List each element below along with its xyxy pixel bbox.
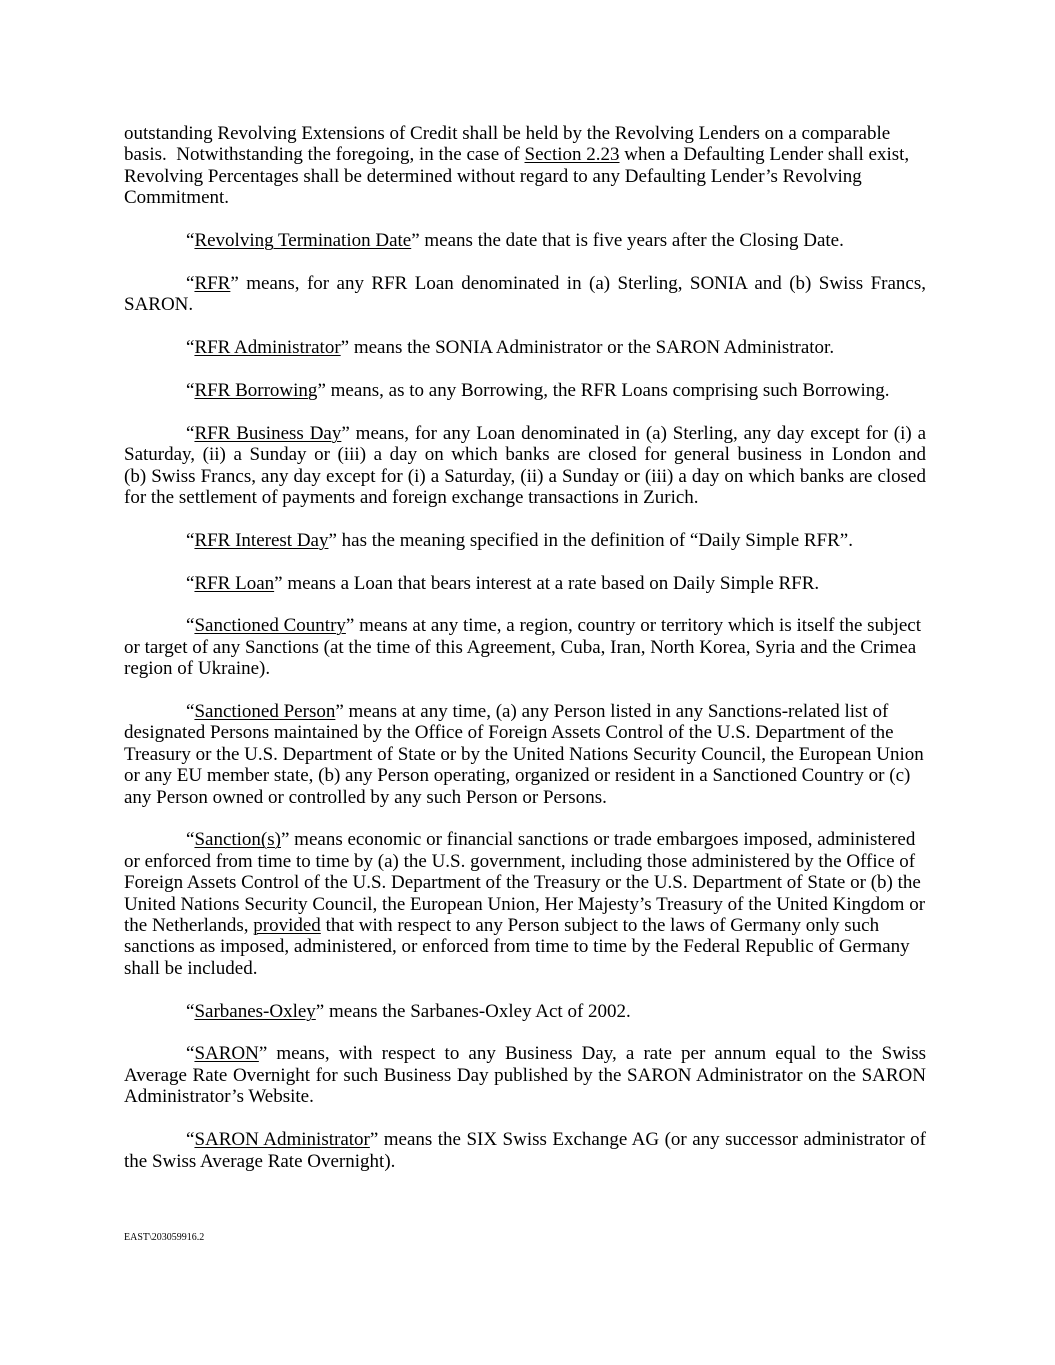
text-line — [124, 765, 926, 786]
text-run: (b) Swiss Francs, any day except for (i) a Saturday, (ii) a Sunday or (iii) a day on which banks are closed — [124, 465, 926, 487]
text-run: “ — [186, 615, 195, 637]
continued-paragraph — [124, 123, 926, 209]
text-run: Saturday, (ii) a Sunday or (iii) a day on which banks are closed for general business in London and — [124, 444, 926, 466]
text-run: for the settlement of payments and foreign exchange transactions in Zurich. — [124, 486, 699, 508]
text-line — [124, 423, 926, 444]
text-run: Treasury or the U.S. Department of State or by the United Nations Security Council, the European Union — [124, 743, 924, 765]
text-run: outstanding Revolving Extensions of Credit shall be held by the Revolving Lenders on a comparable — [124, 123, 891, 144]
text-run: Revolving Percentages shall be determined without regard to any Defaulting Lender’s Revolving — [124, 165, 862, 187]
text-run: the Netherlands, — [124, 915, 254, 937]
text-line — [124, 1043, 926, 1064]
text-run: ” means economic or financial sanctions or trade embargoes imposed, administered — [280, 829, 916, 851]
defined-term: Sanctioned Person — [194, 700, 336, 722]
text-run: ” means at any time, (a) any Person listed in any Sanctions-related list of — [335, 700, 889, 722]
text-line — [124, 144, 926, 165]
defined-term: Sanctioned Country — [194, 615, 346, 637]
text-run: “ — [186, 230, 195, 252]
text-run: Commitment. — [124, 187, 230, 209]
text-run: ” means, for any Loan denominated in (a) Sterling, any day except for (i) a — [341, 422, 927, 444]
text-run: Foreign Assets Control of the U.S. Department of the Treasury or the U.S. Department of State or (b) the — [124, 872, 921, 894]
text-run: any Person owned or controlled by any such Person or Persons. — [124, 786, 607, 808]
text-line — [124, 744, 926, 765]
text-run: ” means the Sarbanes-Oxley Act of 2002. — [315, 1000, 631, 1022]
text-run: ” means the SIX Swiss Exchange AG (or any successor administrator of — [369, 1129, 926, 1151]
text-run: “ — [186, 272, 195, 294]
text-run: ” means, with respect to any Business Day, a rate per annum equal to the Swiss — [258, 1043, 926, 1065]
text-run: “ — [186, 337, 195, 359]
text-line — [124, 637, 926, 658]
text-line — [124, 701, 926, 722]
text-line — [124, 123, 926, 144]
text-run: United Nations Security Council, the European Union, Her Majesty’s Treasury of the United Kingdom or — [124, 893, 926, 915]
text-line — [124, 380, 926, 401]
text-line — [124, 187, 926, 208]
definition-sanctioned-country — [124, 615, 926, 679]
text-run: “ — [186, 829, 195, 851]
text-run: ” has the meaning specified in the definition of “Daily Simple RFR”. — [328, 529, 853, 551]
text-line — [124, 829, 926, 850]
text-run: ” means the date that is five years after the Closing Date. — [411, 230, 844, 252]
text-line — [124, 787, 926, 808]
text-run: “ — [186, 700, 195, 722]
text-line — [124, 615, 926, 636]
text-line — [124, 1129, 926, 1150]
text-run: or target of any Sanctions (at the time of this Agreement, Cuba, Iran, North Korea, Syria and the Crimea — [124, 636, 917, 658]
text-line — [124, 1001, 926, 1022]
text-run: region of Ukraine). — [124, 658, 271, 680]
text-line — [124, 851, 926, 872]
document-id-footer: EAST\203059916.2 — [124, 1232, 205, 1243]
text-line — [124, 573, 926, 594]
text-line — [124, 337, 926, 358]
definition-rfr-business-day — [124, 423, 926, 509]
definition-revolving-termination-date — [124, 230, 926, 251]
text-run: “ — [186, 529, 195, 551]
text-line — [124, 466, 926, 487]
text-line — [124, 722, 926, 743]
text-line — [124, 1065, 926, 1086]
proviso-term: provided — [253, 915, 321, 937]
defined-term: RFR Business Day — [194, 422, 342, 444]
definition-sarbanes-oxley — [124, 1001, 926, 1022]
definition-saron — [124, 1043, 926, 1107]
text-run: SARON. — [124, 294, 194, 316]
text-run: basis. Notwithstanding the foregoing, in the case of — [124, 144, 525, 166]
text-line — [124, 487, 926, 508]
document-body — [124, 123, 926, 1193]
text-line — [124, 444, 926, 465]
defined-term: Revolving Termination Date — [194, 230, 412, 252]
text-line — [124, 166, 926, 187]
defined-term: RFR Loan — [194, 572, 275, 594]
definition-sanctioned-person — [124, 701, 926, 808]
text-run: the Swiss Average Rate Overnight). — [124, 1150, 396, 1172]
text-run: Administrator’s Website. — [124, 1086, 314, 1108]
definition-rfr-loan — [124, 573, 926, 594]
text-run: Average Rate Overnight for such Business Day published by the SARON Administrator on the SARON — [124, 1064, 926, 1086]
text-run: designated Persons maintained by the Office of Foreign Assets Control of the U.S. Department of the — [124, 722, 894, 744]
text-run: ” means, for any RFR Loan denominated in (a) Sterling, SONIA and (b) Swiss Francs, — [230, 272, 926, 294]
text-line — [124, 958, 926, 979]
text-run: “ — [186, 1000, 195, 1022]
text-line — [124, 273, 926, 294]
defined-term: Sarbanes-Oxley — [194, 1000, 316, 1022]
text-run: “ — [186, 422, 195, 444]
text-run: that with respect to any Person subject to the laws of Germany only such — [320, 915, 880, 937]
text-run: “ — [186, 1129, 195, 1151]
defined-term: SARON Administrator — [194, 1129, 370, 1151]
text-line — [124, 1086, 926, 1107]
defined-term: Sanction(s) — [194, 829, 281, 851]
text-line — [124, 894, 926, 915]
defined-term: RFR Administrator — [194, 337, 341, 359]
text-line — [124, 915, 926, 936]
definition-rfr-borrowing — [124, 380, 926, 401]
defined-term: SARON — [194, 1043, 259, 1065]
defined-term: RFR — [194, 272, 231, 294]
text-run: “ — [186, 1043, 195, 1065]
text-run: ” means the SONIA Administrator or the SARON Administrator. — [340, 337, 835, 359]
defined-term: RFR Interest Day — [194, 529, 329, 551]
definition-saron-administrator — [124, 1129, 926, 1172]
text-run: “ — [186, 379, 195, 401]
text-line — [124, 230, 926, 251]
text-line — [124, 1151, 926, 1172]
section-reference: Section 2.23 — [524, 144, 620, 166]
text-run: ” means a Loan that bears interest at a rate based on Daily Simple RFR. — [274, 572, 820, 594]
text-line — [124, 530, 926, 551]
text-run: ” means at any time, a region, country or territory which is itself the subject — [345, 615, 921, 637]
definition-rfr — [124, 273, 926, 316]
text-run: or any EU member state, (b) any Person operating, organized or resident in a Sanctioned Country or (c) — [124, 765, 911, 787]
text-run: shall be included. — [124, 957, 258, 979]
text-run: ” means, as to any Borrowing, the RFR Loans comprising such Borrowing. — [317, 379, 890, 401]
text-line — [124, 294, 926, 315]
text-run: or enforced from time to time by (a) the U.S. government, including those administered by the Office of — [124, 850, 916, 872]
text-run: sanctions as imposed, administered, or enforced from time to time by the Federal Republic of Germany — [124, 936, 910, 958]
definition-rfr-interest-day — [124, 530, 926, 551]
definition-rfr-administrator — [124, 337, 926, 358]
text-line — [124, 936, 926, 957]
text-line — [124, 658, 926, 679]
text-run: “ — [186, 572, 195, 594]
text-run: when a Defaulting Lender shall exist, — [619, 144, 910, 166]
defined-term: RFR Borrowing — [194, 379, 318, 401]
definition-sanction-s — [124, 829, 926, 979]
text-line — [124, 872, 926, 893]
